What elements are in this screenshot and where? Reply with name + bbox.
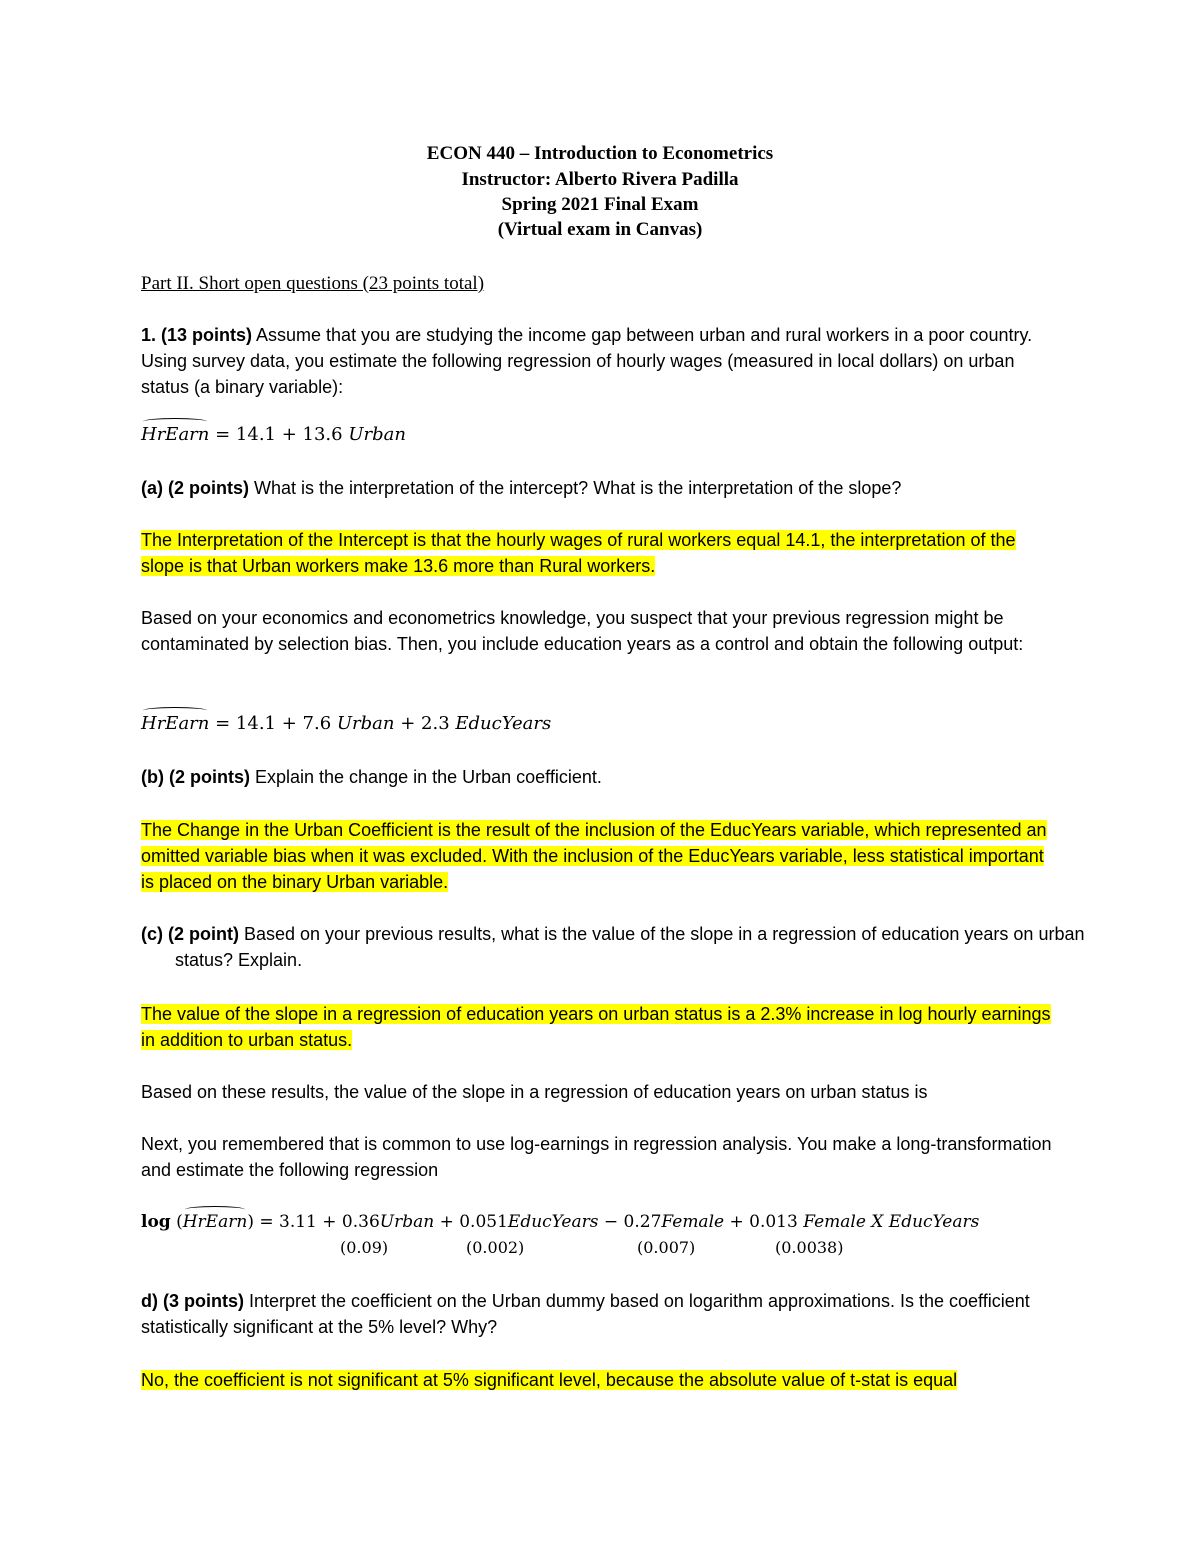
question-b-label: (b) (2 points)	[141, 767, 250, 787]
equation-3-log: log	[141, 1212, 171, 1232]
equation-3-lhs: HrEarn	[182, 1212, 248, 1232]
answer-a	[141, 527, 1061, 579]
answer-c	[141, 1001, 1061, 1053]
equation-3: log (HrEarn) = 3.11 + 0.36Urban + 0.051EducYears − 0.27Female + 0.013 Female X EducYears	[141, 1212, 980, 1232]
question-d-text: Interpret the coefficient on the Urban dummy based on logarithm approximations. Is the coefficient statistically significant at the 5% level? Why?	[141, 1291, 1030, 1337]
question-b	[141, 764, 1061, 790]
answer-c-text: The value of the slope in a regression of education years on urban status is a 2.3% increase in log hourly earnings in addition to urban status.	[141, 1004, 1051, 1050]
equation-3-term3: − 0.27	[598, 1212, 662, 1232]
equation-2-part2: + 2.3	[394, 713, 456, 734]
question-c	[141, 921, 1095, 973]
answer-d	[141, 1367, 1061, 1393]
question-1-label: 1. (13 points)	[141, 325, 253, 345]
instructor-line: Instructor: Alberto Rivera Padilla	[461, 169, 739, 190]
question-a-label: (a) (2 points)	[141, 478, 249, 498]
equation-2-part1: = 14.1 + 7.6	[215, 713, 337, 734]
question-c-label: (c) (2 point)	[141, 924, 239, 944]
equation-3-var4: Female X EducYears	[803, 1212, 980, 1232]
equation-1-lhs: HrEarn	[141, 424, 210, 445]
based-results-paragraph: Based on these results, the value of the slope in a regression of education years on urban status is	[141, 1082, 928, 1102]
answer-b-text: The Change in the Urban Coefficient is the result of the inclusion of the EducYears variable, which represented an omitted variable bias when it was excluded. With the inclusion of the EducYears variable, less statistical important is placed on the binary Urban variable.	[141, 820, 1047, 892]
selection-bias-paragraph: Based on your economics and econometrics knowledge, you suspect that your previous regression might be contaminated by selection bias. Then, you include education years as a control and obtain the following output:	[141, 608, 1024, 654]
std-error-interaction: (0.0038)	[775, 1238, 844, 1257]
question-b-text: Explain the change in the Urban coefficient.	[249, 767, 602, 787]
question-a	[141, 475, 1061, 501]
equation-2-var1: Urban	[336, 713, 395, 734]
equation-3-var2: EducYears	[507, 1212, 599, 1232]
std-error-female: (0.007)	[637, 1238, 696, 1257]
exam-mode: (Virtual exam in Canvas)	[497, 219, 703, 240]
question-d	[141, 1288, 1061, 1340]
answer-d-text: No, the coefficient is not significant at 5% significant level, because the absolute value of t-stat is equal	[141, 1370, 958, 1390]
question-c-text: Based on your previous results, what is the value of the slope in a regression of education years on urban status? Explain.	[175, 924, 1085, 970]
answer-b	[141, 817, 1061, 895]
equation-3-term4: + 0.013	[724, 1212, 804, 1232]
equation-2	[141, 713, 551, 734]
equation-2-var2: EducYears	[455, 713, 552, 734]
log-earnings-paragraph: Next, you remembered that is common to use log-earnings in regression analysis. You make a long-transformation and estimate the following regression	[141, 1134, 1052, 1180]
answer-a-text: The Interpretation of the Intercept is that the hourly wages of rural workers equal 14.1, the interpretation of the slope is that Urban workers make 13.6 more than Rural workers.	[141, 530, 1016, 576]
course-title: ECON 440 – Introduction to Econometrics	[426, 143, 774, 164]
question-1	[141, 322, 1061, 400]
question-a-text: What is the interpretation of the intercept? What is the interpretation of the slope?	[249, 478, 902, 498]
equation-3-var1: Urban	[379, 1212, 435, 1232]
exam-term: Spring 2021 Final Exam	[501, 194, 699, 215]
question-d-label: d) (3 points)	[141, 1291, 244, 1311]
equation-3-var3: Female	[661, 1212, 725, 1232]
part-title: Part II. Short open questions (23 points total)	[141, 273, 485, 294]
equation-2-lhs: HrEarn	[141, 713, 210, 734]
equation-3-term1: = 3.11 + 0.36	[253, 1212, 380, 1232]
question-1-text: Assume that you are studying the income gap between urban and rural workers in a poor country. Using survey data, you estimate the following regression of hourly wages (measured in local dollars) on urban status (a binary variable):	[141, 325, 1033, 397]
std-error-urban: (0.09)	[340, 1238, 389, 1257]
equation-3-term2: + 0.051	[434, 1212, 508, 1232]
std-error-educyears: (0.002)	[466, 1238, 525, 1257]
equation-1-var: Urban	[348, 424, 406, 445]
equation-1-rhs: = 14.1 + 13.6	[215, 424, 349, 445]
equation-1	[141, 424, 406, 445]
